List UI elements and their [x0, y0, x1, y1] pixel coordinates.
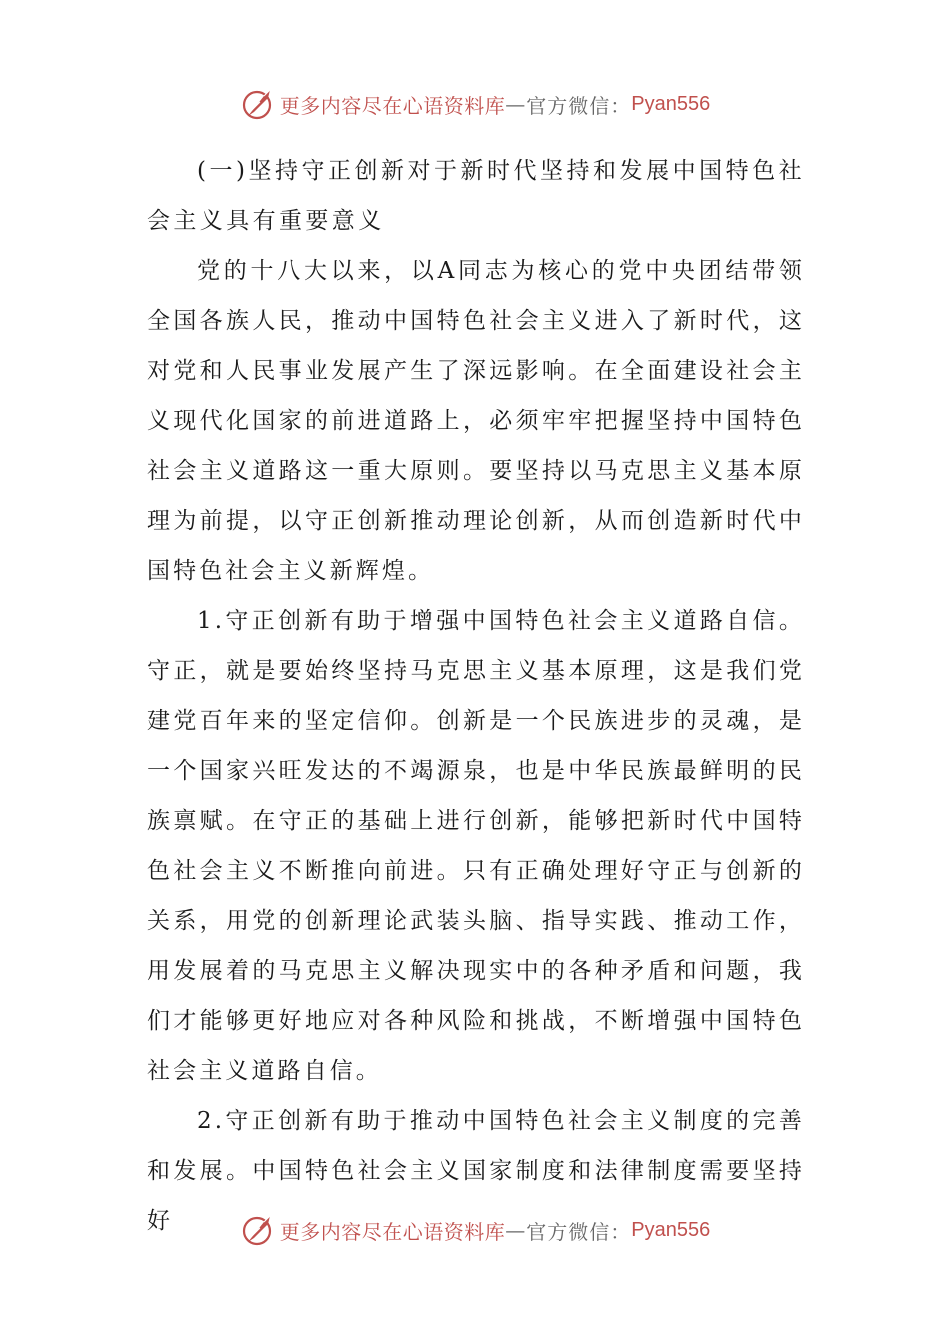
quill-pen-logo-icon [240, 1212, 276, 1248]
header-banner [0, 82, 950, 126]
paragraph-point-2: 2.守正创新有助于推动中国特色社会主义制度的完善和发展。中国特色社会主义国家制度和法律制度需要坚持好 [147, 1108, 805, 1234]
wechat-id: Pyan556 [631, 1218, 711, 1241]
paragraph-intro: 党的十八大以来，以A同志为核心的党中央团结带领全国各族人民，推动中国特色社会主义进入了新时代，这对党和人民事业发展产生了深远影响。在全面建设社会主义现代化国家的前进道路上，必须牢牢把握坚持中国特色社会主义道路这一重大原则。要坚持以马克思主义基本原理为前提，以守正创新推动理论创新，从而创造新时代中国特色社会主义新辉煌。 [147, 258, 805, 584]
banner-separator: — [505, 1218, 527, 1242]
banner-separator: — [505, 92, 527, 116]
quill-pen-logo-icon [240, 86, 276, 122]
section-heading: (一)坚持守正创新对于新时代坚持和发展中国特色社会主义具有重要意义 [147, 158, 805, 234]
brand-text: 更多内容尽在心语资料库 [279, 1219, 506, 1244]
paragraph-point-1: 1.守正创新有助于增强中国特色社会主义道路自信。守正，就是要始终坚持马克思主义基本原理，这是我们党建党百年来的坚定信仰。创新是一个民族进步的灵魂，是一个国家兴旺发达的不竭源泉，也是中华民族最鲜明的民族禀赋。在守正的基础上进行创新，能够把新时代中国特色社会主义不断推向前进。只有正确处理好守正与创新的关系，用党的创新理论武装头脑、指导实践、推动工作，用发展着的马克思主义解决现实中的各种矛盾和问题，我们才能够更好地应对各种风险和挑战，不断增强中国特色社会主义道路自信。 [147, 608, 805, 1084]
document-body [147, 146, 805, 1246]
wechat-id: Pyan556 [631, 92, 711, 115]
wechat-label: 官方微信： [526, 93, 632, 118]
wechat-label: 官方微信： [526, 1219, 632, 1244]
brand-text: 更多内容尽在心语资料库 [279, 93, 506, 118]
footer-banner [0, 1208, 950, 1252]
